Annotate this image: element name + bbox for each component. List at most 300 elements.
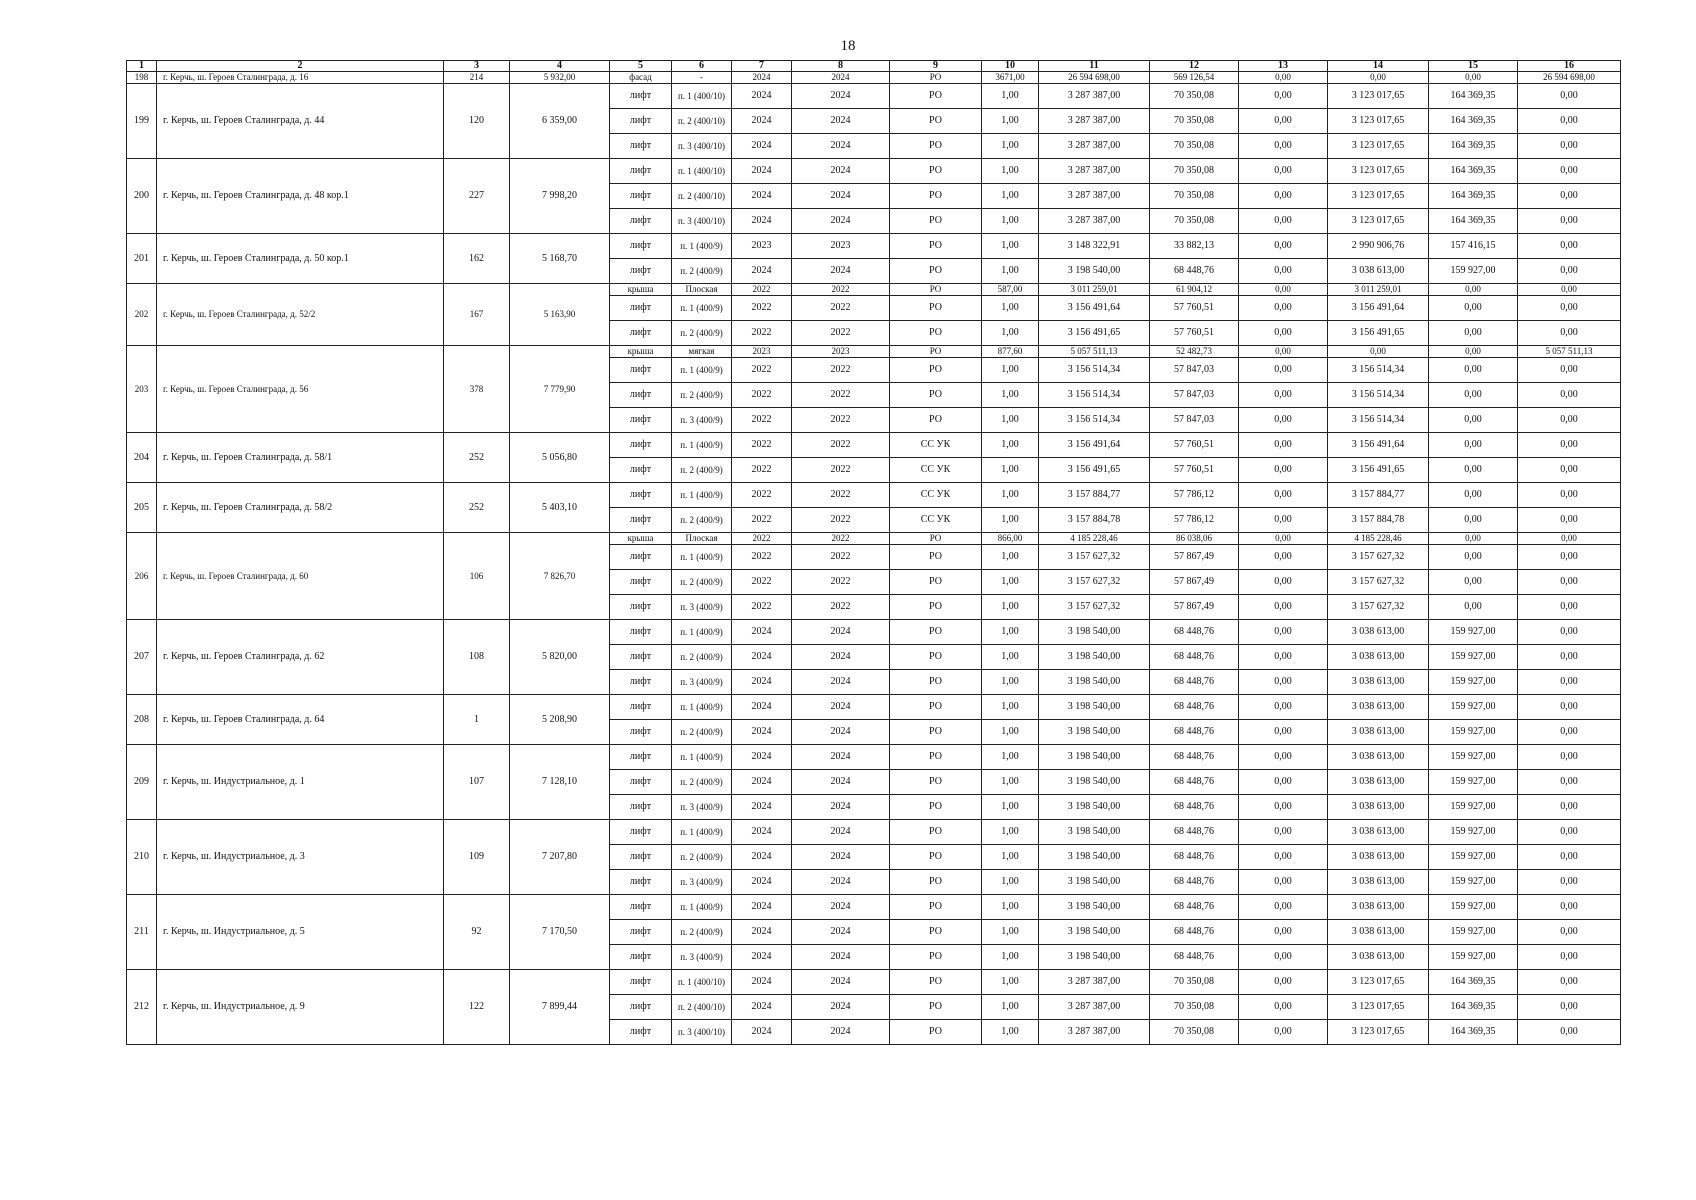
column-number: 2 [157, 61, 444, 72]
cell-c9: РО [890, 72, 982, 84]
apartments-cell: 252 [444, 433, 510, 483]
cell-c16: 0,00 [1518, 770, 1621, 795]
cell-c12: 68 448,76 [1150, 820, 1239, 845]
area-cell: 5 820,00 [510, 620, 610, 695]
table-row [127, 433, 1621, 458]
cell-c16: 26 594 698,00 [1518, 72, 1621, 84]
row-number: 199 [127, 84, 157, 159]
cell-c9: РО [890, 234, 982, 259]
cell-c16: 0,00 [1518, 284, 1621, 296]
cell-c12: 70 350,08 [1150, 159, 1239, 184]
cell-c11: 3 156 491,65 [1039, 321, 1150, 346]
cell-c13: 0,00 [1239, 508, 1328, 533]
column-number: 12 [1150, 61, 1239, 72]
cell-c6: п. 1 (400/9) [672, 483, 732, 508]
cell-c8: 2024 [792, 870, 890, 895]
column-number: 7 [732, 61, 792, 72]
cell-c14: 3 038 613,00 [1328, 795, 1429, 820]
cell-c5: лифт [610, 358, 672, 383]
cell-c11: 3 157 627,32 [1039, 595, 1150, 620]
cell-c13: 0,00 [1239, 321, 1328, 346]
cell-c15: 0,00 [1429, 570, 1518, 595]
cell-c13: 0,00 [1239, 945, 1328, 970]
cell-c8: 2024 [792, 720, 890, 745]
cell-c6: п. 3 (400/9) [672, 595, 732, 620]
cell-c9: РО [890, 670, 982, 695]
cell-c13: 0,00 [1239, 720, 1328, 745]
cell-c7: 2024 [732, 770, 792, 795]
cell-c15: 159 927,00 [1429, 695, 1518, 720]
cell-c14: 3 038 613,00 [1328, 770, 1429, 795]
cell-c11: 3 287 387,00 [1039, 995, 1150, 1020]
cell-c7: 2023 [732, 234, 792, 259]
cell-c13: 0,00 [1239, 346, 1328, 358]
cell-c11: 3 156 491,64 [1039, 433, 1150, 458]
cell-c7: 2024 [732, 795, 792, 820]
address-cell: г. Керчь, ш. Героев Сталинграда, д. 58/1 [157, 433, 444, 483]
cell-c7: 2024 [732, 870, 792, 895]
cell-c8: 2022 [792, 433, 890, 458]
cell-c14: 3 156 514,34 [1328, 408, 1429, 433]
cell-c10: 1,00 [982, 184, 1039, 209]
cell-c12: 68 448,76 [1150, 770, 1239, 795]
column-number: 13 [1239, 61, 1328, 72]
cell-c14: 3 038 613,00 [1328, 620, 1429, 645]
cell-c12: 33 882,13 [1150, 234, 1239, 259]
area-cell: 7 170,50 [510, 895, 610, 970]
cell-c9: РО [890, 321, 982, 346]
cell-c11: 3 198 540,00 [1039, 845, 1150, 870]
column-number: 3 [444, 61, 510, 72]
cell-c13: 0,00 [1239, 595, 1328, 620]
row-number: 198 [127, 72, 157, 84]
cell-c6: п. 3 (400/9) [672, 795, 732, 820]
cell-c7: 2024 [732, 209, 792, 234]
cell-c9: РО [890, 770, 982, 795]
cell-c6: п. 1 (400/9) [672, 545, 732, 570]
cell-c6: п. 2 (400/9) [672, 645, 732, 670]
cell-c5: лифт [610, 259, 672, 284]
cell-c14: 2 990 906,76 [1328, 234, 1429, 259]
cell-c7: 2022 [732, 321, 792, 346]
cell-c10: 877,60 [982, 346, 1039, 358]
cell-c10: 1,00 [982, 296, 1039, 321]
cell-c14: 3 038 613,00 [1328, 845, 1429, 870]
cell-c8: 2024 [792, 184, 890, 209]
cell-c16: 0,00 [1518, 259, 1621, 284]
cell-c10: 587,00 [982, 284, 1039, 296]
cell-c9: РО [890, 745, 982, 770]
cell-c7: 2024 [732, 745, 792, 770]
cell-c9: СС УК [890, 508, 982, 533]
cell-c5: лифт [610, 159, 672, 184]
cell-c9: РО [890, 159, 982, 184]
cell-c11: 3 198 540,00 [1039, 620, 1150, 645]
cell-c8: 2024 [792, 845, 890, 870]
cell-c11: 3 287 387,00 [1039, 1020, 1150, 1045]
address-cell: г. Керчь, ш. Героев Сталинграда, д. 16 [157, 72, 444, 84]
table-row [127, 284, 1621, 296]
cell-c16: 0,00 [1518, 159, 1621, 184]
table-row [127, 970, 1621, 995]
cell-c11: 3 198 540,00 [1039, 920, 1150, 945]
cell-c9: РО [890, 845, 982, 870]
cell-c9: РО [890, 134, 982, 159]
cell-c7: 2024 [732, 1020, 792, 1045]
cell-c14: 3 123 017,65 [1328, 1020, 1429, 1045]
area-cell: 7 128,10 [510, 745, 610, 820]
cell-c10: 1,00 [982, 234, 1039, 259]
cell-c10: 1,00 [982, 570, 1039, 595]
cell-c15: 164 369,35 [1429, 209, 1518, 234]
cell-c11: 3 198 540,00 [1039, 720, 1150, 745]
apartments-cell: 120 [444, 84, 510, 159]
cell-c12: 68 448,76 [1150, 259, 1239, 284]
cell-c16: 0,00 [1518, 620, 1621, 645]
cell-c16: 0,00 [1518, 745, 1621, 770]
cell-c14: 3 123 017,65 [1328, 134, 1429, 159]
table-row [127, 895, 1621, 920]
cell-c14: 3 123 017,65 [1328, 159, 1429, 184]
cell-c10: 1,00 [982, 820, 1039, 845]
table-row [127, 695, 1621, 720]
cell-c8: 2024 [792, 995, 890, 1020]
cell-c7: 2024 [732, 820, 792, 845]
cell-c12: 57 847,03 [1150, 358, 1239, 383]
cell-c10: 1,00 [982, 745, 1039, 770]
cell-c5: лифт [610, 745, 672, 770]
cell-c9: РО [890, 284, 982, 296]
column-number: 6 [672, 61, 732, 72]
cell-c12: 70 350,08 [1150, 1020, 1239, 1045]
cell-c12: 68 448,76 [1150, 620, 1239, 645]
cell-c13: 0,00 [1239, 383, 1328, 408]
row-number: 204 [127, 433, 157, 483]
cell-c10: 1,00 [982, 508, 1039, 533]
cell-c14: 3 156 491,65 [1328, 321, 1429, 346]
cell-c9: РО [890, 408, 982, 433]
cell-c15: 0,00 [1429, 383, 1518, 408]
cell-c15: 159 927,00 [1429, 795, 1518, 820]
cell-c13: 0,00 [1239, 770, 1328, 795]
cell-c5: лифт [610, 795, 672, 820]
register-table [126, 60, 1621, 1045]
cell-c8: 2022 [792, 508, 890, 533]
cell-c11: 3 157 884,78 [1039, 508, 1150, 533]
address-cell: г. Керчь, ш. Героев Сталинграда, д. 52/2 [157, 284, 444, 346]
area-cell: 7 899,44 [510, 970, 610, 1045]
cell-c16: 0,00 [1518, 184, 1621, 209]
cell-c16: 0,00 [1518, 209, 1621, 234]
cell-c14: 3 157 884,78 [1328, 508, 1429, 533]
cell-c13: 0,00 [1239, 620, 1328, 645]
area-cell: 5 056,80 [510, 433, 610, 483]
cell-c13: 0,00 [1239, 920, 1328, 945]
cell-c15: 159 927,00 [1429, 620, 1518, 645]
area-cell: 5 163,90 [510, 284, 610, 346]
cell-c5: лифт [610, 845, 672, 870]
cell-c11: 3 157 627,32 [1039, 570, 1150, 595]
cell-c6: п. 2 (400/9) [672, 770, 732, 795]
cell-c9: РО [890, 209, 982, 234]
cell-c15: 0,00 [1429, 533, 1518, 545]
cell-c15: 159 927,00 [1429, 745, 1518, 770]
cell-c11: 3 156 514,34 [1039, 358, 1150, 383]
cell-c9: РО [890, 720, 982, 745]
cell-c14: 3 038 613,00 [1328, 895, 1429, 920]
cell-c6: п. 2 (400/9) [672, 259, 732, 284]
table-row [127, 346, 1621, 358]
cell-c15: 159 927,00 [1429, 945, 1518, 970]
cell-c16: 0,00 [1518, 545, 1621, 570]
cell-c16: 0,00 [1518, 383, 1621, 408]
cell-c14: 3 038 613,00 [1328, 870, 1429, 895]
cell-c13: 0,00 [1239, 284, 1328, 296]
cell-c12: 68 448,76 [1150, 945, 1239, 970]
cell-c6: п. 1 (400/9) [672, 234, 732, 259]
cell-c14: 3 038 613,00 [1328, 645, 1429, 670]
cell-c13: 0,00 [1239, 408, 1328, 433]
cell-c14: 0,00 [1328, 72, 1429, 84]
cell-c13: 0,00 [1239, 159, 1328, 184]
cell-c7: 2024 [732, 109, 792, 134]
apartments-cell: 122 [444, 970, 510, 1045]
table-row [127, 234, 1621, 259]
row-number: 202 [127, 284, 157, 346]
cell-c12: 70 350,08 [1150, 184, 1239, 209]
cell-c7: 2022 [732, 284, 792, 296]
cell-c6: п. 2 (400/10) [672, 109, 732, 134]
cell-c11: 3 198 540,00 [1039, 945, 1150, 970]
cell-c15: 0,00 [1429, 358, 1518, 383]
cell-c6: п. 2 (400/9) [672, 845, 732, 870]
cell-c11: 3 157 884,77 [1039, 483, 1150, 508]
cell-c14: 3 038 613,00 [1328, 670, 1429, 695]
apartments-cell: 167 [444, 284, 510, 346]
cell-c12: 57 867,49 [1150, 595, 1239, 620]
cell-c9: РО [890, 84, 982, 109]
cell-c8: 2022 [792, 533, 890, 545]
cell-c5: крыша [610, 284, 672, 296]
cell-c8: 2024 [792, 645, 890, 670]
cell-c10: 1,00 [982, 995, 1039, 1020]
cell-c9: РО [890, 533, 982, 545]
column-number: 16 [1518, 61, 1621, 72]
cell-c10: 1,00 [982, 870, 1039, 895]
cell-c13: 0,00 [1239, 259, 1328, 284]
column-number-row [127, 61, 1621, 72]
cell-c7: 2022 [732, 545, 792, 570]
cell-c11: 3 198 540,00 [1039, 895, 1150, 920]
cell-c12: 86 038,06 [1150, 533, 1239, 545]
cell-c13: 0,00 [1239, 134, 1328, 159]
cell-c13: 0,00 [1239, 570, 1328, 595]
cell-c6: п. 2 (400/9) [672, 458, 732, 483]
cell-c11: 3 287 387,00 [1039, 970, 1150, 995]
table-row [127, 483, 1621, 508]
address-cell: г. Керчь, ш. Героев Сталинграда, д. 60 [157, 533, 444, 620]
cell-c9: СС УК [890, 483, 982, 508]
cell-c8: 2024 [792, 820, 890, 845]
cell-c11: 3 198 540,00 [1039, 259, 1150, 284]
cell-c6: п. 3 (400/9) [672, 945, 732, 970]
cell-c12: 68 448,76 [1150, 845, 1239, 870]
cell-c16: 0,00 [1518, 995, 1621, 1020]
cell-c16: 0,00 [1518, 795, 1621, 820]
cell-c16: 0,00 [1518, 321, 1621, 346]
cell-c8: 2022 [792, 570, 890, 595]
cell-c16: 0,00 [1518, 870, 1621, 895]
cell-c8: 2024 [792, 945, 890, 970]
cell-c8: 2024 [792, 745, 890, 770]
cell-c5: лифт [610, 383, 672, 408]
cell-c5: лифт [610, 234, 672, 259]
cell-c9: РО [890, 1020, 982, 1045]
area-cell: 6 359,00 [510, 84, 610, 159]
cell-c12: 61 904,12 [1150, 284, 1239, 296]
cell-c11: 3 287 387,00 [1039, 109, 1150, 134]
area-cell: 7 779,90 [510, 346, 610, 433]
cell-c16: 0,00 [1518, 695, 1621, 720]
area-cell: 7 826,70 [510, 533, 610, 620]
cell-c11: 3 156 491,64 [1039, 296, 1150, 321]
cell-c11: 3 198 540,00 [1039, 770, 1150, 795]
apartments-cell: 252 [444, 483, 510, 533]
cell-c11: 3 287 387,00 [1039, 134, 1150, 159]
cell-c16: 0,00 [1518, 720, 1621, 745]
cell-c7: 2022 [732, 508, 792, 533]
cell-c15: 0,00 [1429, 408, 1518, 433]
column-number: 8 [792, 61, 890, 72]
cell-c5: лифт [610, 870, 672, 895]
cell-c14: 3 156 491,64 [1328, 296, 1429, 321]
cell-c13: 0,00 [1239, 995, 1328, 1020]
cell-c5: лифт [610, 720, 672, 745]
cell-c6: п. 2 (400/9) [672, 383, 732, 408]
apartments-cell: 1 [444, 695, 510, 745]
cell-c13: 0,00 [1239, 970, 1328, 995]
area-cell: 7 207,80 [510, 820, 610, 895]
cell-c6: п. 2 (400/9) [672, 920, 732, 945]
cell-c13: 0,00 [1239, 209, 1328, 234]
cell-c5: крыша [610, 346, 672, 358]
cell-c16: 0,00 [1518, 109, 1621, 134]
cell-c15: 159 927,00 [1429, 670, 1518, 695]
cell-c12: 57 760,51 [1150, 433, 1239, 458]
cell-c12: 68 448,76 [1150, 745, 1239, 770]
cell-c8: 2024 [792, 209, 890, 234]
cell-c14: 3 123 017,65 [1328, 109, 1429, 134]
cell-c9: РО [890, 645, 982, 670]
cell-c7: 2022 [732, 433, 792, 458]
cell-c15: 159 927,00 [1429, 820, 1518, 845]
cell-c8: 2024 [792, 770, 890, 795]
apartments-cell: 92 [444, 895, 510, 970]
cell-c10: 1,00 [982, 845, 1039, 870]
cell-c16: 0,00 [1518, 533, 1621, 545]
cell-c10: 1,00 [982, 695, 1039, 720]
cell-c16: 0,00 [1518, 234, 1621, 259]
cell-c9: РО [890, 545, 982, 570]
cell-c6: п. 3 (400/9) [672, 408, 732, 433]
apartments-cell: 108 [444, 620, 510, 695]
cell-c8: 2023 [792, 234, 890, 259]
cell-c12: 70 350,08 [1150, 995, 1239, 1020]
cell-c13: 0,00 [1239, 109, 1328, 134]
cell-c15: 164 369,35 [1429, 1020, 1518, 1045]
cell-c12: 70 350,08 [1150, 134, 1239, 159]
cell-c7: 2024 [732, 620, 792, 645]
cell-c10: 1,00 [982, 109, 1039, 134]
cell-c10: 1,00 [982, 209, 1039, 234]
cell-c15: 0,00 [1429, 284, 1518, 296]
cell-c9: РО [890, 695, 982, 720]
apartments-cell: 106 [444, 533, 510, 620]
cell-c5: лифт [610, 458, 672, 483]
cell-c6: п. 3 (400/10) [672, 134, 732, 159]
row-number: 207 [127, 620, 157, 695]
cell-c5: лифт [610, 945, 672, 970]
cell-c7: 2022 [732, 458, 792, 483]
cell-c8: 2024 [792, 1020, 890, 1045]
cell-c10: 1,00 [982, 720, 1039, 745]
cell-c6: п. 1 (400/9) [672, 695, 732, 720]
cell-c12: 57 760,51 [1150, 321, 1239, 346]
cell-c14: 3 123 017,65 [1328, 84, 1429, 109]
cell-c16: 0,00 [1518, 433, 1621, 458]
cell-c8: 2024 [792, 670, 890, 695]
cell-c15: 164 369,35 [1429, 995, 1518, 1020]
cell-c10: 1,00 [982, 795, 1039, 820]
apartments-cell: 109 [444, 820, 510, 895]
cell-c15: 164 369,35 [1429, 184, 1518, 209]
cell-c7: 2024 [732, 920, 792, 945]
cell-c16: 0,00 [1518, 845, 1621, 870]
cell-c5: лифт [610, 134, 672, 159]
cell-c6: п. 1 (400/10) [672, 970, 732, 995]
cell-c10: 1,00 [982, 645, 1039, 670]
cell-c12: 52 482,73 [1150, 346, 1239, 358]
cell-c14: 3 038 613,00 [1328, 820, 1429, 845]
cell-c10: 1,00 [982, 259, 1039, 284]
cell-c6: п. 2 (400/9) [672, 321, 732, 346]
cell-c7: 2024 [732, 184, 792, 209]
area-cell: 5 168,70 [510, 234, 610, 284]
cell-c11: 3 156 514,34 [1039, 408, 1150, 433]
cell-c16: 0,00 [1518, 84, 1621, 109]
cell-c9: РО [890, 595, 982, 620]
cell-c10: 1,00 [982, 433, 1039, 458]
cell-c14: 3 157 884,77 [1328, 483, 1429, 508]
apartments-cell: 107 [444, 745, 510, 820]
cell-c15: 0,00 [1429, 296, 1518, 321]
cell-c8: 2022 [792, 358, 890, 383]
cell-c5: лифт [610, 770, 672, 795]
cell-c12: 57 760,51 [1150, 296, 1239, 321]
cell-c8: 2022 [792, 321, 890, 346]
cell-c10: 1,00 [982, 770, 1039, 795]
cell-c10: 1,00 [982, 1020, 1039, 1045]
cell-c15: 0,00 [1429, 483, 1518, 508]
cell-c9: РО [890, 570, 982, 595]
cell-c12: 68 448,76 [1150, 695, 1239, 720]
cell-c16: 0,00 [1518, 570, 1621, 595]
cell-c10: 1,00 [982, 383, 1039, 408]
cell-c8: 2022 [792, 458, 890, 483]
cell-c6: п. 1 (400/9) [672, 433, 732, 458]
cell-c16: 0,00 [1518, 670, 1621, 695]
cell-c8: 2022 [792, 383, 890, 408]
